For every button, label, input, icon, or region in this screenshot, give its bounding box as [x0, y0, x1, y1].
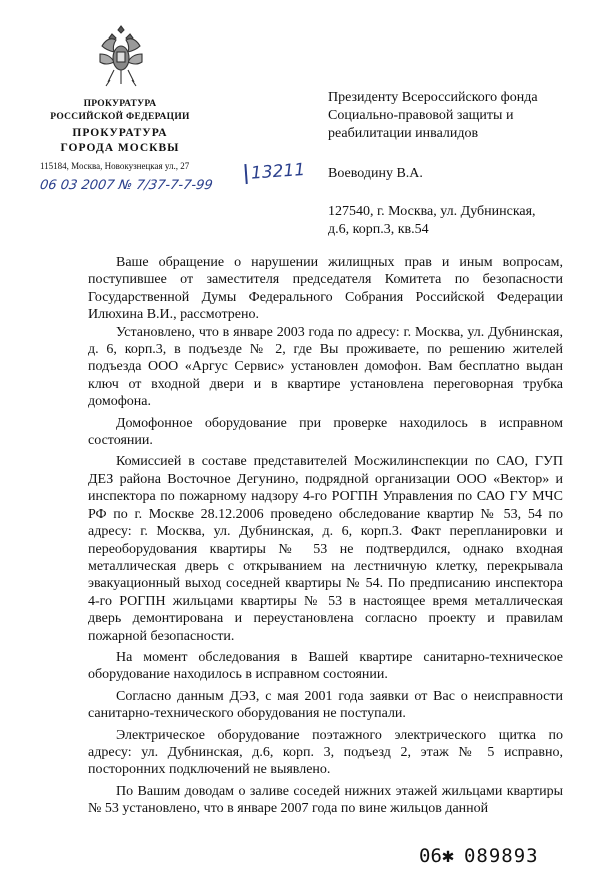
letter-body [88, 254, 563, 818]
org-title [40, 98, 200, 124]
recipient-line2: Социально-правовой защиты и [328, 108, 514, 123]
recipient-block [328, 89, 568, 239]
recipient-address1: 127540, г. Москва, ул. Дубнинская, [328, 204, 536, 219]
org-line2: РОССИЙСКОЙ ФЕДЕРАЦИИ [50, 112, 190, 122]
paragraph-7: Электрическое оборудование поэтажного электрического щитка по адресу: ул. Дубнинская, д.6, корп. 3, подъезд 2, этаж № 5 исправно, посторонних подключений не выявлено. [88, 727, 563, 778]
paragraph-4: Комиссией в составе представителей Мосжилинспекции по САО, ГУП ДЕЗ района Восточное Дегунино, подрядной организации ООО «Вектор» и инспектора по пожарному надзору 4-го РОГПН Управления по САО ГУ МЧС РФ по г. Москве 28.12.2006 проведено обследование квартир № 53, 54 по адресу: г. Москва, ул. Дубнинская, д. 6, корп.3. Факт перепланировки и переоборудования квартиры № 53 не подтвердился, однако входная металлическая дверь с открыванием на лестничную клетку, перекрывала эвакуационный выход соседней квартиры № 54. По предписанию инспектора 4-го РОГПН жильцами квартиры № 53 в настоящее время металлическая дверь демонтирована и переустановлена согласно проекту и правилам пожарной безопасности. [88, 454, 563, 644]
form-series: 06 [419, 845, 442, 867]
recipient-name: Воеводину В.А. [328, 166, 423, 181]
paragraph-8: По Вашим доводам о заливе соседей нижних этажей жильцами квартиры № 53 установлено, что в январе 2007 года по вине жильцов данной [88, 783, 563, 817]
recipient-line1: Президенту Всероссийского фонда [328, 90, 538, 105]
registration-number: 06 03 2007 № 7/37-7-7-99 [38, 178, 214, 193]
org-line1: ПРОКУРАТУРА [83, 99, 157, 109]
recipient-line3: реабилитации инвалидов [328, 126, 479, 141]
double-headed-eagle-emblem-icon [98, 24, 144, 88]
paragraph-3: Домофонное оборудование при проверке находилось в исправном состоянии. [88, 415, 563, 449]
paragraph-5: На момент обследования в Вашей квартире санитарно-техническое оборудование находилось в исправном состоянии. [88, 649, 563, 683]
org-subtitle [40, 126, 200, 156]
paragraph-2: Установлено, что в январе 2003 года по адресу: г. Москва, ул. Дубнинская, д. 6, корп.3, в подъезде № 2, где Вы проживаете, по решению жителей подъезда ООО «Аргус Сервис» установлен домофон. Вам бесплатно выдан ключ от входной двери и в квартире установлена переговорная трубка домофона. [88, 324, 563, 410]
recipient-address2: д.6, корп.3, кв.54 [328, 222, 429, 237]
form-number: 089893 [463, 845, 539, 867]
incoming-number: 13211 [244, 160, 305, 184]
org-line4: ГОРОДА МОСКВЫ [60, 142, 180, 154]
paragraph-1: Ваше обращение о нарушении жилищных прав и иным вопросам, поступившее от заместителя председателя Комитета по безопасности Государственной Думы Федерального Собрания Российской Федерации Илюхина В.И., рассмотрено. [88, 255, 563, 323]
paragraph-6: Согласно данным ДЭЗ, с мая 2001 года заявки от Вас о неисправности санитарно-технического оборудования не поступали. [88, 688, 563, 722]
form-serial [419, 843, 539, 867]
sender-address: 115184, Москва, Новокузнецкая ул., 27 [40, 161, 190, 171]
star-icon: ✱ [441, 843, 454, 867]
org-line3: ПРОКУРАТУРА [72, 127, 168, 139]
